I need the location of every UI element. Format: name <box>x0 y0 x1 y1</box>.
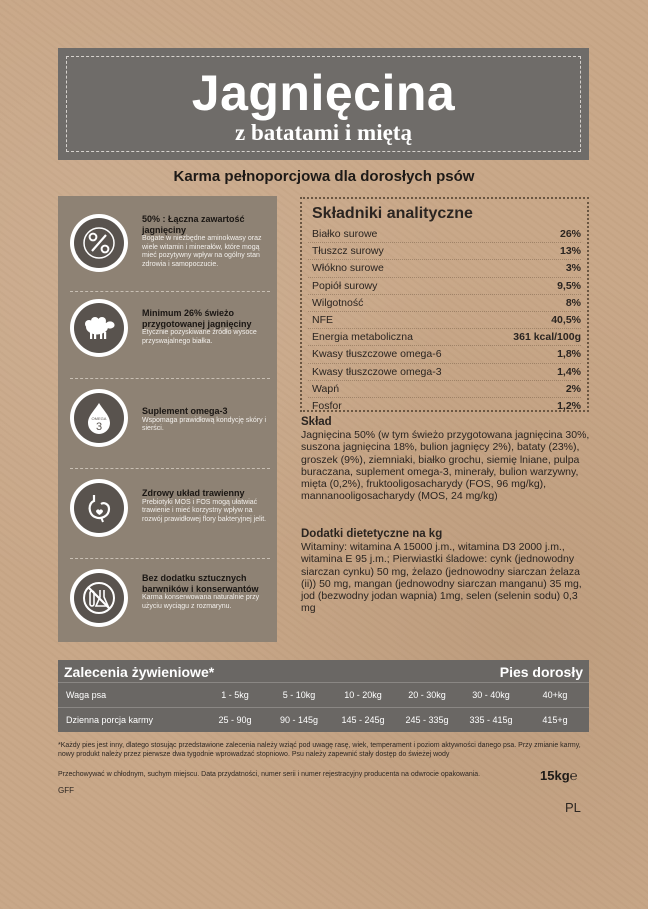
product-title: Jagnięcina <box>191 65 456 121</box>
analytical-constituents <box>300 197 589 412</box>
analysis-row <box>308 226 581 243</box>
analysis-row <box>308 295 581 312</box>
analysis-value: 8% <box>565 296 581 309</box>
additives-text: Witaminy: witamina A 15000 j.m., witamina D3 2000 j.m., witamina E 95 j.m.; Pierwiastki śladowe: cynk (jednowodny siarczan cynku) 50 mg, żelazo (jednowodny siarczan żelaza (ii)) 50 mg, mangan (jednowodny siarczan manganu) 35 mg, jod (bezwodny jodan wapnia) 1mg, selen (selenin sodu) 0,3 mg <box>301 541 582 615</box>
analysis-value: 2% <box>565 382 581 395</box>
portion-cell: 335 - 415g <box>469 715 513 725</box>
feeding-guide <box>58 660 589 732</box>
header-banner <box>58 48 589 160</box>
weight-cell: 5 - 10kg <box>282 690 316 700</box>
feature-title: 50% : Łączna zawartość jagnięciny <box>142 214 245 235</box>
feeding-row-weight <box>58 682 589 707</box>
feature-desc: Prebiotyki MOS i FOS mogą ułatwiać trawienie i mieć korzystny wpływ na rozwój prawidłowej flory bakteryjnej jelit. <box>142 498 267 523</box>
additives <box>301 528 591 614</box>
feature-title: Minimum 26% świeżo przygotowanej jagnięciny <box>142 308 252 329</box>
analysis-label: Tłuszcz surowy <box>312 245 384 258</box>
net-weight: 15kg℮ <box>540 768 578 783</box>
feature-title: Bez dodatku sztucznych barwników i konserwantów <box>142 573 259 594</box>
feature-title: Suplement omega-3 <box>142 406 228 416</box>
analysis-value: 26% <box>559 228 581 240</box>
divider <box>70 378 270 379</box>
analysis-label: Fosfor <box>312 399 342 412</box>
analysis-table <box>308 226 581 415</box>
analysis-value: 13% <box>559 245 581 258</box>
analysis-title: Składniki analityczne <box>312 205 473 222</box>
feature-desc: Karma konserwowana naturalnie przy użyciu wyciągu z rozmarynu. <box>142 594 260 610</box>
portion-cell: 145 - 245g <box>341 715 385 725</box>
omega3-drop-icon <box>70 389 128 447</box>
composition-text: Jagnięcina 50% (w tym świeżo przygotowana jagnięcina 30%, suszona jagnięcina 18%, bulion jagnięcy 2%), bataty (23%), groszek (9%), ziemniaki, białko grochu, siemię lniane, pulpa buraczana, suplement omega-3, minerały, bulion warzywny, mięta (0,2%), fruktooligosacharydy (FOS, 96 mg/kg), mannanooligosacharydy (MOS, 24 mg/kg) <box>301 429 590 503</box>
weight-cell: 30 - 40kg <box>472 690 510 700</box>
divider <box>70 468 270 469</box>
portion-cell: 90 - 145g <box>279 715 319 725</box>
features-panel <box>58 196 277 642</box>
portion-cell: 25 - 90g <box>218 715 252 725</box>
analysis-value: 1,2% <box>557 399 581 412</box>
no-chemicals-icon <box>70 569 128 627</box>
footnote: *Każdy pies jest inny, dlatego stosując przedstawione zalecenia należy wziąć pod uwagę rasę, wiek, temperament i poziom aktywności danego psa. Przy zmianie karmy, nowy produkt należy przez pierwsze dwa tygodnie wprowadzać stopniowo. Psu należy zapewnić stały dostęp do świeżej wody <box>58 742 581 758</box>
storage-info: Przechowywać w chłodnym, suchym miejscu. Data przydatności, numer serii i numer rejestracyjny producenta na odwrocie opakowania. <box>58 771 481 778</box>
weight-cell: 40+kg <box>542 690 568 700</box>
analysis-row <box>308 260 581 277</box>
analysis-row <box>308 329 581 346</box>
divider <box>70 558 270 559</box>
weight-cell: 20 - 30kg <box>408 690 446 700</box>
analysis-row <box>308 364 581 381</box>
analysis-row <box>308 312 581 329</box>
percent-icon <box>70 214 128 272</box>
feature-desc: Etycznie pozyskiwane źródło wysoce przyswajalnego białka. <box>142 329 257 345</box>
analysis-label: Wapń <box>312 382 340 395</box>
analysis-value: 1,4% <box>557 365 581 378</box>
tagline: Karma pełnoporcjowa dla dorosłych psów <box>173 168 475 185</box>
portion-cell: 415+g <box>542 715 568 725</box>
analysis-value: 9,5% <box>557 279 581 292</box>
header-inner <box>66 56 581 152</box>
analysis-label: Kwasy tłuszczowe omega-3 <box>312 365 442 378</box>
feature-title: Zdrowy układ trawienny <box>142 488 245 498</box>
analysis-row <box>308 398 581 415</box>
analysis-label: Białko surowe <box>312 228 378 240</box>
analysis-row <box>308 278 581 295</box>
language-code: PL <box>565 800 581 815</box>
feeding-target: Pies dorosły <box>499 664 583 680</box>
composition <box>301 416 591 502</box>
analysis-label: Popiół surowy <box>312 279 378 292</box>
digestive-icon <box>70 479 128 537</box>
feeding-title: Zalecenia żywieniowe* <box>64 664 215 680</box>
analysis-value: 3% <box>565 262 581 275</box>
analysis-value: 361 kcal/100g <box>513 331 581 344</box>
additives-title: Dodatki dietetyczne na kg <box>301 528 443 540</box>
analysis-label: Kwasy tłuszczowe omega-6 <box>312 348 442 361</box>
weight-cell: 10 - 20kg <box>344 690 382 700</box>
sheep-icon <box>70 299 128 357</box>
omega-number: 3 <box>95 421 103 433</box>
portion-label: Dzienna porcja karmy <box>66 715 154 725</box>
gff-mark: GFF <box>58 786 74 795</box>
omega-label: OMEGA <box>91 416 107 421</box>
feature-desc: Bogate w niezbędne aminokwasy oraz wiele witamin i minerałów, które mogą mieć pozytywny wpływ na ogólny stan zdrowia i samopoczucie. <box>142 235 262 268</box>
product-subtitle: z batatami i miętą <box>235 120 412 145</box>
analysis-value: 1,8% <box>557 348 581 361</box>
analysis-label: Włókno surowe <box>312 262 384 275</box>
weight-label: Waga psa <box>66 690 107 700</box>
analysis-row <box>308 243 581 260</box>
feature-desc: Wspomaga prawidłową kondycję skóry i sierści. <box>142 416 267 433</box>
analysis-value: 40,5% <box>551 313 581 326</box>
analysis-label: Energia metaboliczna <box>312 331 413 344</box>
composition-title: Skład <box>301 416 332 428</box>
weight-cell: 1 - 5kg <box>221 690 249 700</box>
analysis-row <box>308 346 581 363</box>
divider <box>70 291 270 292</box>
portion-cell: 245 - 335g <box>405 715 449 725</box>
analysis-label: Wilgotność <box>312 296 364 309</box>
analysis-row <box>308 381 581 398</box>
feeding-row-portion <box>58 707 589 732</box>
analysis-label: NFE <box>312 313 333 326</box>
